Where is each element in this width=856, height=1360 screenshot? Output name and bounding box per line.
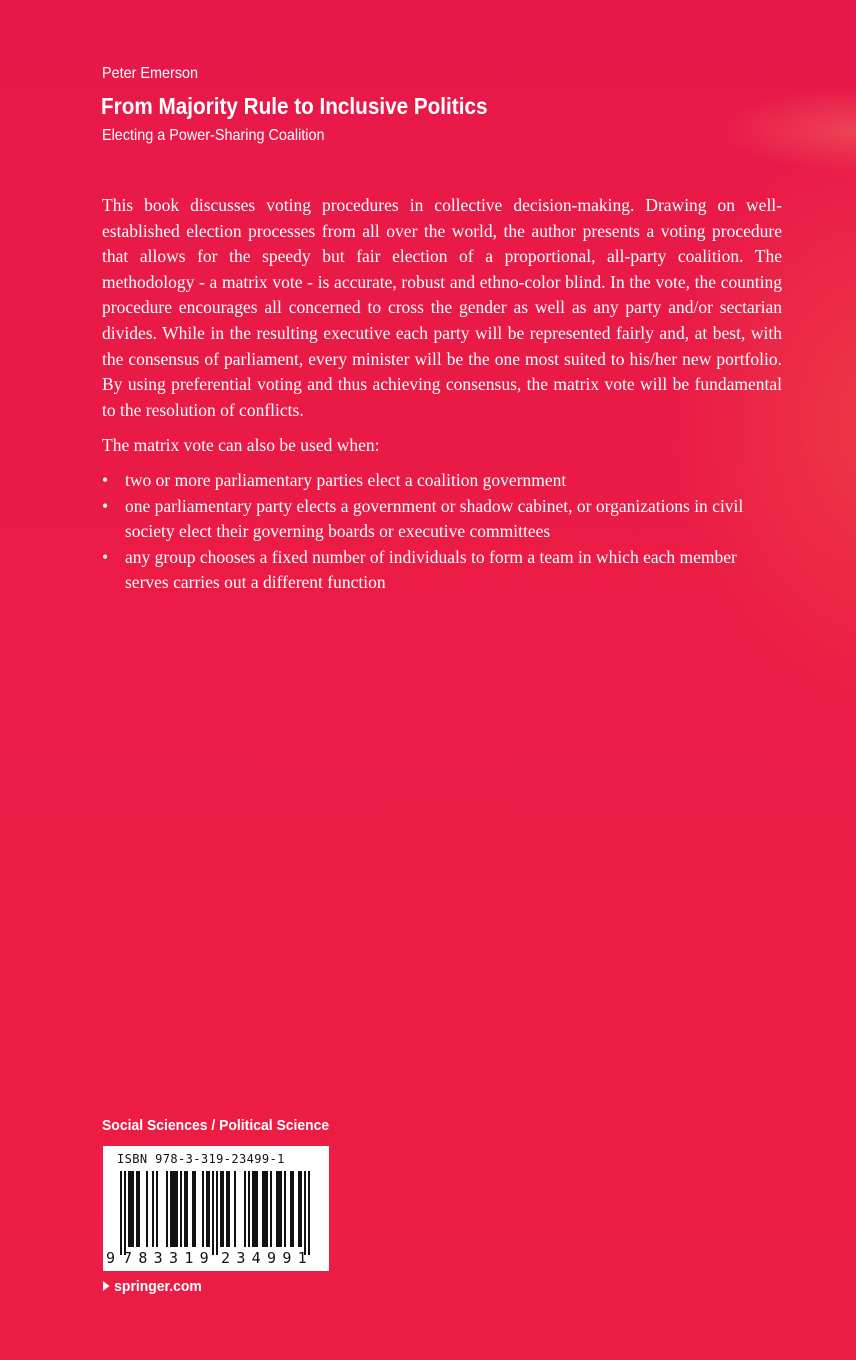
- barcode-bar: [192, 1171, 194, 1247]
- blurb: [102, 193, 782, 596]
- barcode-bar: [130, 1171, 132, 1247]
- subject-category: Social Sciences / Political Science: [102, 1117, 330, 1134]
- list-item: [102, 545, 782, 596]
- ean-first-digit: 9: [106, 1249, 116, 1267]
- barcode-bar: [264, 1171, 266, 1247]
- book-title: From Majority Rule to Inclusive Politics: [101, 93, 488, 119]
- barcode-bar: [202, 1171, 204, 1247]
- barcode-bar: [170, 1171, 172, 1247]
- barcode-bar: [280, 1171, 282, 1247]
- ean-right-digits: 234991: [221, 1249, 313, 1267]
- barcode-bar: [132, 1171, 134, 1247]
- blurb-paragraph-2: The matrix vote can also be used when:: [102, 435, 380, 456]
- bullet-icon: •: [102, 546, 109, 567]
- list-item: [102, 468, 782, 494]
- barcode-bar: [220, 1171, 222, 1247]
- barcode-bar: [208, 1171, 210, 1247]
- book-subtitle: Electing a Power-Sharing Coalition: [102, 127, 325, 144]
- barcode-bar: [212, 1171, 214, 1255]
- barcode-bar: [206, 1171, 208, 1247]
- barcode-bar: [304, 1171, 306, 1255]
- barcode-bar: [256, 1171, 258, 1247]
- barcode-bar: [120, 1171, 122, 1255]
- list-item-text: two or more parliamentary parties elect a coalition government: [125, 469, 567, 490]
- author-name: Peter Emerson: [102, 65, 199, 82]
- barcode-bar: [176, 1171, 178, 1247]
- barcode-bar: [186, 1171, 188, 1247]
- publisher-website[interactable]: [103, 1277, 202, 1297]
- bullet-icon: •: [102, 495, 109, 516]
- barcode-bar: [128, 1171, 130, 1247]
- barcode-bar: [152, 1171, 154, 1247]
- barcode-bar: [262, 1171, 264, 1247]
- list-item-text: one parliamentary party elects a government or shadow cabinet, or organizations in civil society elect their governing boards or executive committees: [125, 495, 744, 542]
- barcode-bar: [228, 1171, 230, 1247]
- list-item: [102, 494, 782, 545]
- barcode-bar: [278, 1171, 280, 1247]
- barcode-bar: [174, 1171, 176, 1247]
- barcode-bar: [266, 1171, 268, 1247]
- barcode-bar: [180, 1171, 182, 1247]
- arrow-right-icon: [103, 1281, 110, 1291]
- isbn-barcode: [103, 1146, 329, 1271]
- barcode-bar: [216, 1171, 218, 1255]
- barcode-bar: [254, 1171, 256, 1247]
- barcode-bar: [270, 1171, 272, 1247]
- barcode-bar: [248, 1171, 250, 1247]
- list-item-text: any group chooses a fixed number of individuals to form a team in which each member serves carries out a different function: [125, 546, 737, 593]
- barcode-bar: [276, 1171, 278, 1247]
- barcode-bar: [292, 1171, 294, 1247]
- barcode-bar: [124, 1171, 126, 1255]
- barcode-bar: [184, 1171, 186, 1247]
- barcode-bar: [194, 1171, 196, 1247]
- barcode-bar: [300, 1171, 302, 1247]
- barcode-bar: [156, 1171, 158, 1247]
- use-case-list: [102, 468, 782, 596]
- publisher-website-label: springer.com: [114, 1278, 202, 1295]
- barcode-bar: [308, 1171, 310, 1255]
- barcode-bar: [166, 1171, 168, 1247]
- barcode-bar: [226, 1171, 228, 1247]
- blurb-paragraph-1: This book discusses voting procedures in collective decision-making. Drawing on well-established election processes from all over the world, the author presents a voting procedure that allows for the speedy but fair election of a proportional, all-party coalition. The methodology - a matrix vote - is accurate, robust and ethno-color blind. In the vote, the counting procedure encourages all concerned to cross the gender as well as any party and/or sectarian divides. While in the resulting executive each party will be represented fairly and, at best, with the consensus of parliament, every minister will be the one most suited to his/her new portfolio. By using preferential voting and thus achieving consensus, the matrix vote will be fundamental to the resolution of conflicts.: [102, 195, 782, 420]
- barcode-bar: [136, 1171, 138, 1247]
- barcode-bar: [298, 1171, 300, 1247]
- barcode-bar: [244, 1171, 246, 1247]
- barcode-bar: [284, 1171, 286, 1247]
- bullet-icon: •: [102, 469, 109, 490]
- barcode-bar: [138, 1171, 140, 1247]
- barcode-bar: [252, 1171, 254, 1247]
- barcode-bar: [172, 1171, 174, 1247]
- barcode-bar: [290, 1171, 292, 1247]
- isbn-label: ISBN 978-3-319-23499-1: [117, 1152, 285, 1166]
- barcode-bar: [234, 1171, 236, 1247]
- ean-left-digits: 783319: [123, 1249, 215, 1267]
- barcode-bar: [146, 1171, 148, 1247]
- barcode-bar: [222, 1171, 224, 1247]
